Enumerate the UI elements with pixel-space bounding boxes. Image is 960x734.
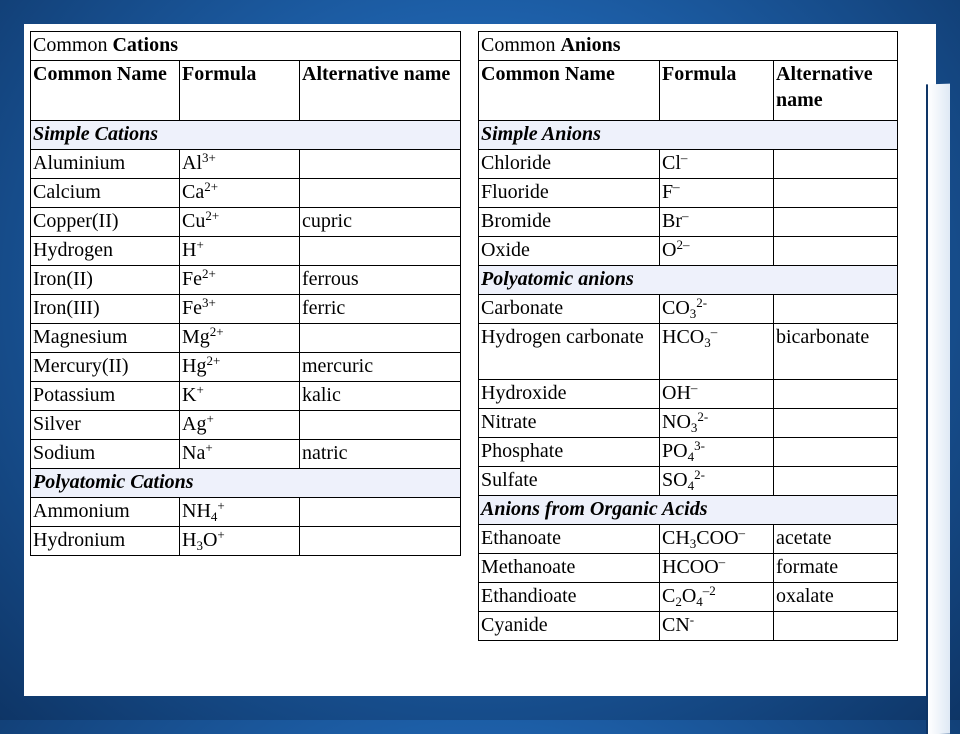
section-label: Simple Anions bbox=[479, 121, 898, 150]
table-row bbox=[479, 208, 898, 237]
table-row bbox=[31, 411, 461, 440]
formula-charge: –2 bbox=[702, 583, 716, 598]
formula-charge: 2+ bbox=[204, 179, 219, 194]
formula-charge: – bbox=[738, 525, 746, 540]
formula-subscript: 2 bbox=[675, 594, 682, 609]
ion-name: Sodium bbox=[31, 440, 180, 469]
formula-charge: – bbox=[682, 208, 689, 223]
table-row bbox=[31, 498, 461, 527]
slide-ribbon bbox=[926, 84, 950, 734]
formula-symbol: K bbox=[182, 384, 197, 406]
ion-name: Aluminium bbox=[31, 150, 180, 179]
table-row bbox=[31, 440, 461, 469]
alternative-name bbox=[300, 237, 461, 266]
table-row bbox=[479, 150, 898, 179]
formula-charge: – bbox=[673, 179, 680, 194]
table-title bbox=[31, 32, 461, 61]
formula-symbol: Hg bbox=[182, 355, 207, 377]
table-row bbox=[479, 554, 898, 583]
formula-charge: – bbox=[710, 324, 718, 339]
formula-symbol: Na bbox=[182, 442, 206, 464]
formula-symbol: Cu bbox=[182, 210, 206, 232]
formula-symbol: H bbox=[182, 239, 197, 261]
table-row bbox=[479, 237, 898, 266]
formula-charge: 3- bbox=[694, 438, 705, 453]
alternative-name: cupric bbox=[300, 208, 461, 237]
alternative-name bbox=[774, 380, 898, 409]
ion-name: Sulfate bbox=[479, 467, 660, 496]
alternative-name bbox=[300, 150, 461, 179]
ion-name: Oxide bbox=[479, 237, 660, 266]
formula-symbol: Ca bbox=[182, 181, 205, 203]
alternative-name bbox=[774, 179, 898, 208]
table-row bbox=[479, 467, 898, 496]
table-title bbox=[479, 32, 898, 61]
formula-symbol: CN bbox=[662, 614, 690, 636]
formula-symbol: NO bbox=[662, 411, 691, 433]
alternative-name bbox=[774, 150, 898, 179]
alternative-name bbox=[300, 498, 461, 527]
title-prefix: Common bbox=[481, 34, 561, 56]
alternative-name bbox=[774, 208, 898, 237]
table-row bbox=[31, 527, 461, 556]
formula-symbol: Fe bbox=[182, 268, 202, 290]
section-label: Simple Cations bbox=[31, 121, 461, 150]
section-label: Polyatomic Cations bbox=[31, 469, 461, 498]
alternative-name: ferrous bbox=[300, 266, 461, 295]
formula-symbol: Fe bbox=[182, 297, 202, 319]
title-bold: Anions bbox=[560, 34, 621, 56]
ion-name: Cyanide bbox=[479, 612, 660, 641]
formula-subscript: 3 bbox=[689, 306, 697, 321]
ion-formula bbox=[660, 525, 774, 554]
formula-charge: + bbox=[206, 411, 214, 426]
ion-name: Ammonium bbox=[31, 498, 180, 527]
table-row bbox=[31, 353, 461, 382]
ion-formula bbox=[660, 409, 774, 438]
ion-name: Copper(II) bbox=[31, 208, 180, 237]
ion-name: Hydroxide bbox=[479, 380, 660, 409]
formula-symbol: PO bbox=[662, 440, 688, 462]
formula-charge: 3+ bbox=[202, 150, 216, 165]
alternative-name: formate bbox=[774, 554, 898, 583]
section-row bbox=[479, 121, 898, 150]
formula-charge: + bbox=[217, 527, 225, 542]
alternative-name bbox=[774, 295, 898, 324]
ion-formula bbox=[180, 353, 300, 382]
section-label: Polyatomic anions bbox=[479, 266, 898, 295]
table-row bbox=[479, 612, 898, 641]
formula-symbol-2: O bbox=[202, 529, 218, 551]
header-row bbox=[31, 61, 461, 121]
table-row bbox=[479, 295, 898, 324]
formula-charge: 3+ bbox=[202, 295, 216, 310]
ion-formula bbox=[180, 179, 300, 208]
ion-name: Potassium bbox=[31, 382, 180, 411]
alternative-name bbox=[300, 179, 461, 208]
formula-charge: – bbox=[690, 380, 698, 395]
table-title-row bbox=[31, 32, 461, 61]
formula-subscript: 3 bbox=[690, 420, 698, 435]
ion-formula bbox=[660, 324, 774, 380]
formula-symbol: Cl bbox=[662, 152, 681, 174]
formula-symbol: O bbox=[662, 239, 677, 261]
alternative-name: kalic bbox=[300, 382, 461, 411]
formula-symbol: HCOO bbox=[662, 556, 719, 578]
formula-subscript: 4 bbox=[210, 509, 218, 524]
formula-charge: – bbox=[680, 150, 688, 165]
ion-name: Iron(III) bbox=[31, 295, 180, 324]
column-header: Formula bbox=[660, 61, 774, 121]
formula-symbol: HCO bbox=[662, 326, 705, 348]
ion-name: Mercury(II) bbox=[31, 353, 180, 382]
ion-formula bbox=[180, 266, 300, 295]
formula-charge: + bbox=[217, 498, 225, 513]
ion-formula bbox=[660, 583, 774, 612]
ion-formula bbox=[660, 438, 774, 467]
formula-charge: 2+ bbox=[202, 266, 216, 281]
alternative-name bbox=[300, 527, 461, 556]
formula-symbol: NH bbox=[182, 500, 211, 522]
ion-name: Hydrogen bbox=[31, 237, 180, 266]
table-row bbox=[31, 208, 461, 237]
ion-formula bbox=[180, 237, 300, 266]
formula-symbol: SO bbox=[662, 469, 688, 491]
table-row bbox=[479, 409, 898, 438]
table-row bbox=[479, 380, 898, 409]
ion-formula bbox=[660, 150, 774, 179]
table-row bbox=[31, 324, 461, 353]
formula-symbol: Mg bbox=[182, 326, 210, 348]
formula-subscript: 3 bbox=[196, 538, 203, 553]
ion-name: Fluoride bbox=[479, 179, 660, 208]
formula-symbol: F bbox=[662, 181, 674, 203]
ion-formula bbox=[660, 612, 774, 641]
ion-name: Ethandioate bbox=[479, 583, 660, 612]
formula-symbol: Al bbox=[182, 152, 202, 174]
table-row bbox=[479, 438, 898, 467]
formula-charge: + bbox=[196, 382, 204, 397]
alternative-name: oxalate bbox=[774, 583, 898, 612]
column-header: Formula bbox=[180, 61, 300, 121]
table-row bbox=[31, 237, 461, 266]
anions-body bbox=[479, 32, 898, 641]
alternative-name bbox=[774, 438, 898, 467]
column-header: Common Name bbox=[31, 61, 180, 121]
section-row bbox=[479, 496, 898, 525]
table-row bbox=[31, 382, 461, 411]
table-row bbox=[479, 324, 898, 380]
cations-table bbox=[30, 31, 461, 556]
ion-formula bbox=[180, 150, 300, 179]
ion-formula bbox=[180, 527, 300, 556]
formula-charge: - bbox=[689, 612, 695, 627]
ion-formula bbox=[180, 295, 300, 324]
alternative-name: mercuric bbox=[300, 353, 461, 382]
table-row bbox=[31, 179, 461, 208]
table-title-row bbox=[479, 32, 898, 61]
ion-name: Methanoate bbox=[479, 554, 660, 583]
ion-formula bbox=[180, 498, 300, 527]
alternative-name bbox=[300, 324, 461, 353]
alternative-name bbox=[300, 411, 461, 440]
ion-name: Silver bbox=[31, 411, 180, 440]
alternative-name: ferric bbox=[300, 295, 461, 324]
ion-name: Bromide bbox=[479, 208, 660, 237]
formula-symbol: H bbox=[182, 529, 197, 551]
formula-symbol: Br bbox=[662, 210, 682, 232]
formula-symbol: CH bbox=[662, 527, 690, 549]
ion-name: Hydrogen carbonate bbox=[479, 324, 660, 380]
formula-charge: 2+ bbox=[209, 324, 224, 339]
formula-symbol: C bbox=[662, 585, 676, 607]
ion-formula bbox=[660, 179, 774, 208]
title-bold: Cations bbox=[112, 34, 179, 56]
section-row bbox=[31, 469, 461, 498]
ion-formula bbox=[660, 208, 774, 237]
ion-formula bbox=[660, 237, 774, 266]
ion-name: Nitrate bbox=[479, 409, 660, 438]
formula-subscript: 3 bbox=[689, 536, 697, 551]
ion-formula bbox=[180, 411, 300, 440]
header-row bbox=[479, 61, 898, 121]
formula-charge: 2- bbox=[696, 295, 708, 310]
table-row bbox=[31, 150, 461, 179]
formula-charge: 2– bbox=[676, 237, 690, 252]
formula-charge: 2+ bbox=[205, 208, 220, 223]
alternative-name bbox=[774, 467, 898, 496]
formula-charge: 2- bbox=[697, 409, 709, 424]
title-prefix: Common bbox=[33, 34, 113, 56]
ion-formula bbox=[180, 208, 300, 237]
formula-charge: – bbox=[718, 554, 726, 569]
formula-symbol-2: O bbox=[681, 585, 697, 607]
ion-formula bbox=[660, 467, 774, 496]
section-row bbox=[479, 266, 898, 295]
alternative-name bbox=[774, 237, 898, 266]
formula-symbol: CO bbox=[662, 297, 690, 319]
ion-formula bbox=[180, 382, 300, 411]
ion-formula bbox=[180, 440, 300, 469]
ion-name: Hydronium bbox=[31, 527, 180, 556]
ion-formula bbox=[660, 380, 774, 409]
section-label: Anions from Organic Acids bbox=[479, 496, 898, 525]
alternative-name: natric bbox=[300, 440, 461, 469]
formula-subscript: 4 bbox=[687, 449, 695, 464]
table-row bbox=[479, 583, 898, 612]
alternative-name bbox=[774, 409, 898, 438]
ion-name: Calcium bbox=[31, 179, 180, 208]
column-header: Alternative name bbox=[774, 61, 898, 121]
ion-name: Chloride bbox=[479, 150, 660, 179]
ion-name: Ethanoate bbox=[479, 525, 660, 554]
table-row bbox=[479, 179, 898, 208]
ion-formula bbox=[660, 554, 774, 583]
formula-subscript: 3 bbox=[704, 335, 711, 350]
formula-charge: 2- bbox=[694, 467, 705, 482]
column-header: Alternative name bbox=[300, 61, 461, 121]
formula-symbol: OH bbox=[662, 382, 691, 404]
table-row bbox=[31, 295, 461, 324]
alternative-name: bicarbonate bbox=[774, 324, 898, 380]
ion-formula bbox=[660, 295, 774, 324]
formula-subscript: 4 bbox=[687, 478, 695, 493]
formula-symbol: Ag bbox=[182, 413, 207, 435]
alternative-name bbox=[774, 612, 898, 641]
ion-name: Carbonate bbox=[479, 295, 660, 324]
anions-table bbox=[478, 31, 898, 641]
ion-name: Phosphate bbox=[479, 438, 660, 467]
alternative-name: acetate bbox=[774, 525, 898, 554]
formula-subscript-2: 4 bbox=[696, 594, 703, 609]
ion-formula bbox=[180, 324, 300, 353]
column-header: Common Name bbox=[479, 61, 660, 121]
section-row bbox=[31, 121, 461, 150]
formula-charge: + bbox=[196, 237, 204, 252]
ion-name: Magnesium bbox=[31, 324, 180, 353]
ion-name: Iron(II) bbox=[31, 266, 180, 295]
cations-body bbox=[31, 32, 461, 556]
table-row bbox=[479, 525, 898, 554]
formula-charge: 2+ bbox=[206, 353, 221, 368]
formula-symbol-2: COO bbox=[696, 527, 739, 549]
formula-charge: + bbox=[205, 440, 213, 455]
table-row bbox=[31, 266, 461, 295]
